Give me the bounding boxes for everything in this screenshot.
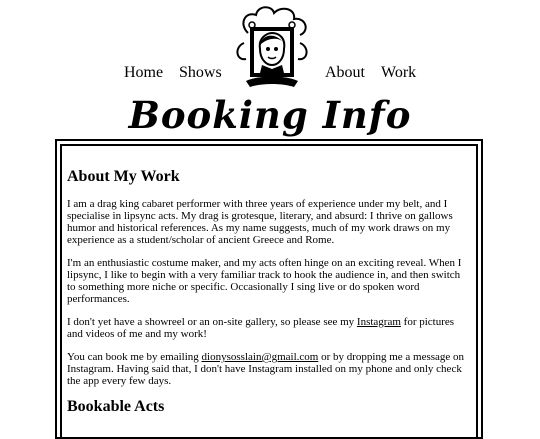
nav-link-about[interactable]: About [325, 64, 365, 81]
about-paragraph-3 [67, 316, 471, 340]
portrait-logo-icon[interactable] [228, 3, 316, 91]
paragraph-3-text-after: for pictures and videos of me and my work! [67, 316, 455, 340]
paragraph-4-text-before: You can book me by emailing [67, 351, 202, 363]
about-paragraph-4 [67, 351, 471, 387]
content-panel [60, 144, 478, 437]
paragraph-4-text-after: or by dropping me a message on Instagram. Having said that, I don't have Instagram installed on my phone and only check the app every few days. [67, 351, 465, 387]
top-navigation [0, 0, 540, 95]
nav-link-home[interactable]: Home [124, 64, 164, 81]
paragraph-3-text-before: I don't yet have a showreel or an on-site gallery, so please see my [67, 316, 357, 328]
page-title: Booking Info [128, 93, 412, 137]
nav-link-work[interactable]: Work [381, 64, 417, 81]
bookable-acts-heading: Bookable Acts [67, 398, 165, 415]
about-paragraph-1: I am a drag king cabaret performer with three years of experience under my belt, and I specialise in lipsync acts. My drag is grotesque, literary, and absurd: I thrive on gallows humor and historical references. As my name suggests, much of my work draws on my experience as a student/scholar of ancient Greece and Rome. [67, 198, 453, 246]
email-link[interactable]: dionysosslain@gmail.com [201, 351, 319, 363]
about-heading: About My Work [67, 168, 180, 185]
about-paragraph-2: I'm an enthusiastic costume maker, and my acts often hinge on an exciting reveal. When I lipsync, I like to begin with a very familiar track to hook the audience in, and then switch to something more niche or specific. Occasionally I sing live or do spoken word performances. [67, 257, 462, 305]
nav-link-shows[interactable]: Shows [179, 64, 222, 81]
content-frame [55, 139, 483, 439]
instagram-link[interactable]: Instagram [356, 316, 401, 328]
